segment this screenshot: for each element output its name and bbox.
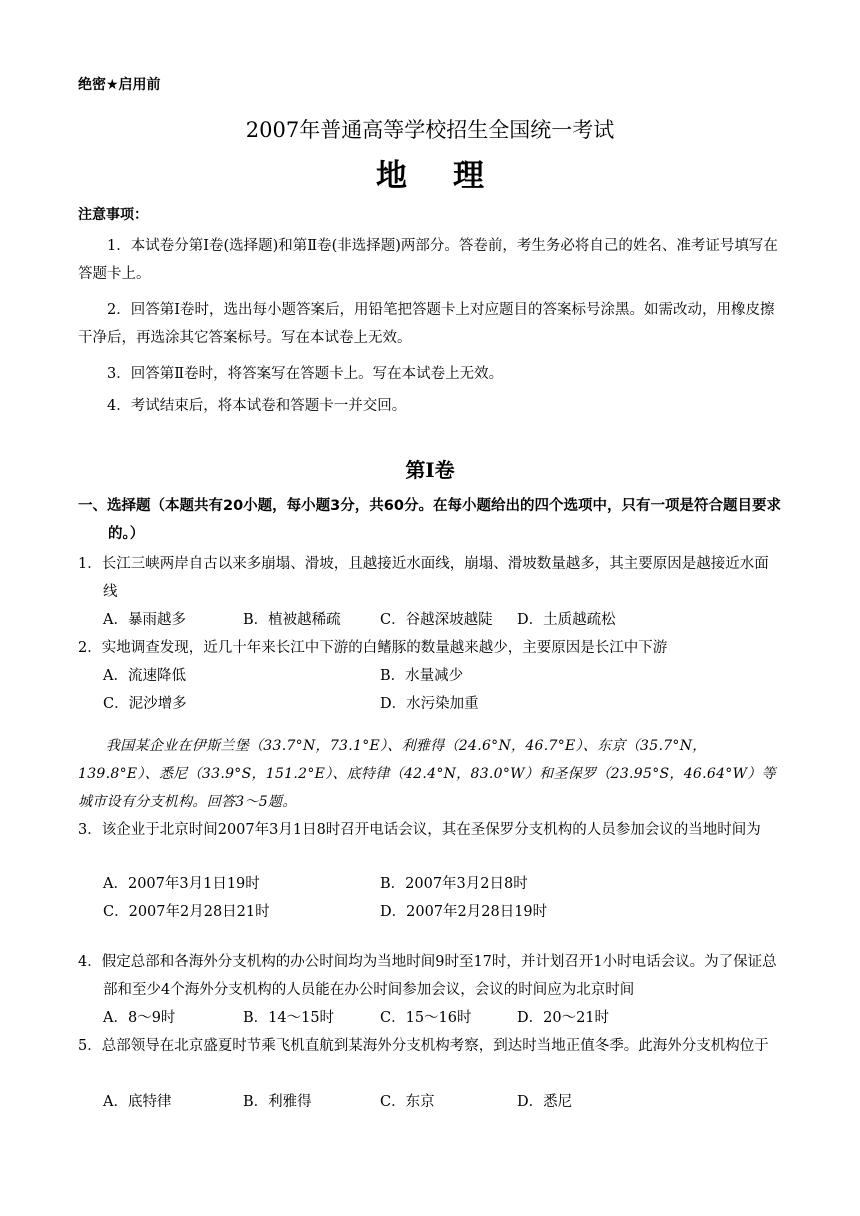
option: C．15～16时: [380, 1010, 472, 1026]
reading-passage: 我国某企业在伊斯兰堡（33.7°N，73.1°E）、利雅得（24.6°N，46.7°E）、东京（35.7°N，139.8°E）、悉尼（33.9°S，151.2°E）、底特律（42.4°N，83.0°W）和圣保罗（23.95°S，46.64°W）等城市设有分支机构。回答3～5题。: [78, 738, 776, 810]
option: C．东京: [380, 1094, 435, 1110]
option: A．2007年3月1日19时: [103, 876, 260, 892]
notice-heading: 注意事项：: [78, 207, 148, 223]
volume-title: 第Ⅰ卷: [405, 458, 455, 482]
option: A．暴雨越多: [103, 612, 186, 628]
section-heading: 一、选择题（本题共有20小题，每小题3分，共60分。在每小题给出的四个选项中，只有一项是符合题目要求的。）: [78, 498, 781, 542]
option: B．2007年3月2日8时: [380, 876, 528, 892]
notice-item-4: 4．考试结束后，将本试卷和答题卡一并交回。: [107, 398, 407, 414]
question-2-stem: 2．实地调查发现，近几十年来长江中下游的白鳍豚的数量越来越少，主要原因是长江中下游: [78, 640, 668, 656]
option: D．悉尼: [517, 1094, 573, 1110]
option: B．14～15时: [243, 1010, 335, 1026]
option: D．20～21时: [517, 1010, 610, 1026]
option: B．利雅得: [243, 1094, 312, 1110]
option: D．2007年2月28日19时: [380, 904, 548, 920]
question-5-stem: 5．总部领导在北京盛夏时节乘飞机直航到某海外分支机构考察，到达时当地正值冬季。此海外分支机构位于: [78, 1038, 769, 1054]
option: A．流速降低: [103, 668, 186, 684]
confidential-mark: 绝密★启用前: [78, 77, 161, 93]
question-1-stem: 1．长江三峡两岸自古以来多崩塌、滑坡，且越接近水面线，崩塌、滑坡数量越多，其主要原因是越接近水面线: [78, 556, 769, 600]
option: A．8～9时: [103, 1010, 176, 1026]
notice-item-3: 3．回答第Ⅱ卷时，将答案写在答题卡上。写在本试卷上无效。: [107, 366, 504, 382]
option: D．土质越疏松: [517, 612, 616, 628]
exam-title: 2007年普通高等学校招生全国统一考试: [245, 118, 615, 142]
question-4-stem: 4．假定总部和各海外分支机构的办公时间均为当地时间9时至17时，并计划召开1小时电话会议。为了保证总部和至少4个海外分支机构的人员能在办公时间参加会议，会议的时间应为北京时间: [78, 954, 777, 998]
option: D．水污染加重: [380, 696, 479, 712]
notice-item-2: 2．回答第Ⅰ卷时，选出每小题答案后，用铅笔把答题卡上对应题目的答案标号涂黑。如需改动，用橡皮擦干净后，再选涂其它答案标号。写在本试卷上无效。: [78, 302, 775, 346]
subject-title: 地理: [376, 158, 530, 194]
question-3-stem: 3．该企业于北京时间2007年3月1日8时召开电话会议，其在圣保罗分支机构的人员参加会议的当地时间为: [78, 822, 761, 838]
option: B．水量减少: [380, 668, 464, 684]
option: A．底特律: [103, 1094, 172, 1110]
option: C．泥沙增多: [103, 696, 187, 712]
option: C．谷越深坡越陡: [380, 612, 493, 628]
option: C．2007年2月28日21时: [103, 904, 270, 920]
option: B．植被越稀疏: [243, 612, 341, 628]
notice-item-1: 1．本试卷分第Ⅰ卷(选择题)和第Ⅱ卷(非选择题)两部分。答卷前，考生务必将自己的姓名、准考证号填写在答题卡上。: [78, 238, 778, 282]
